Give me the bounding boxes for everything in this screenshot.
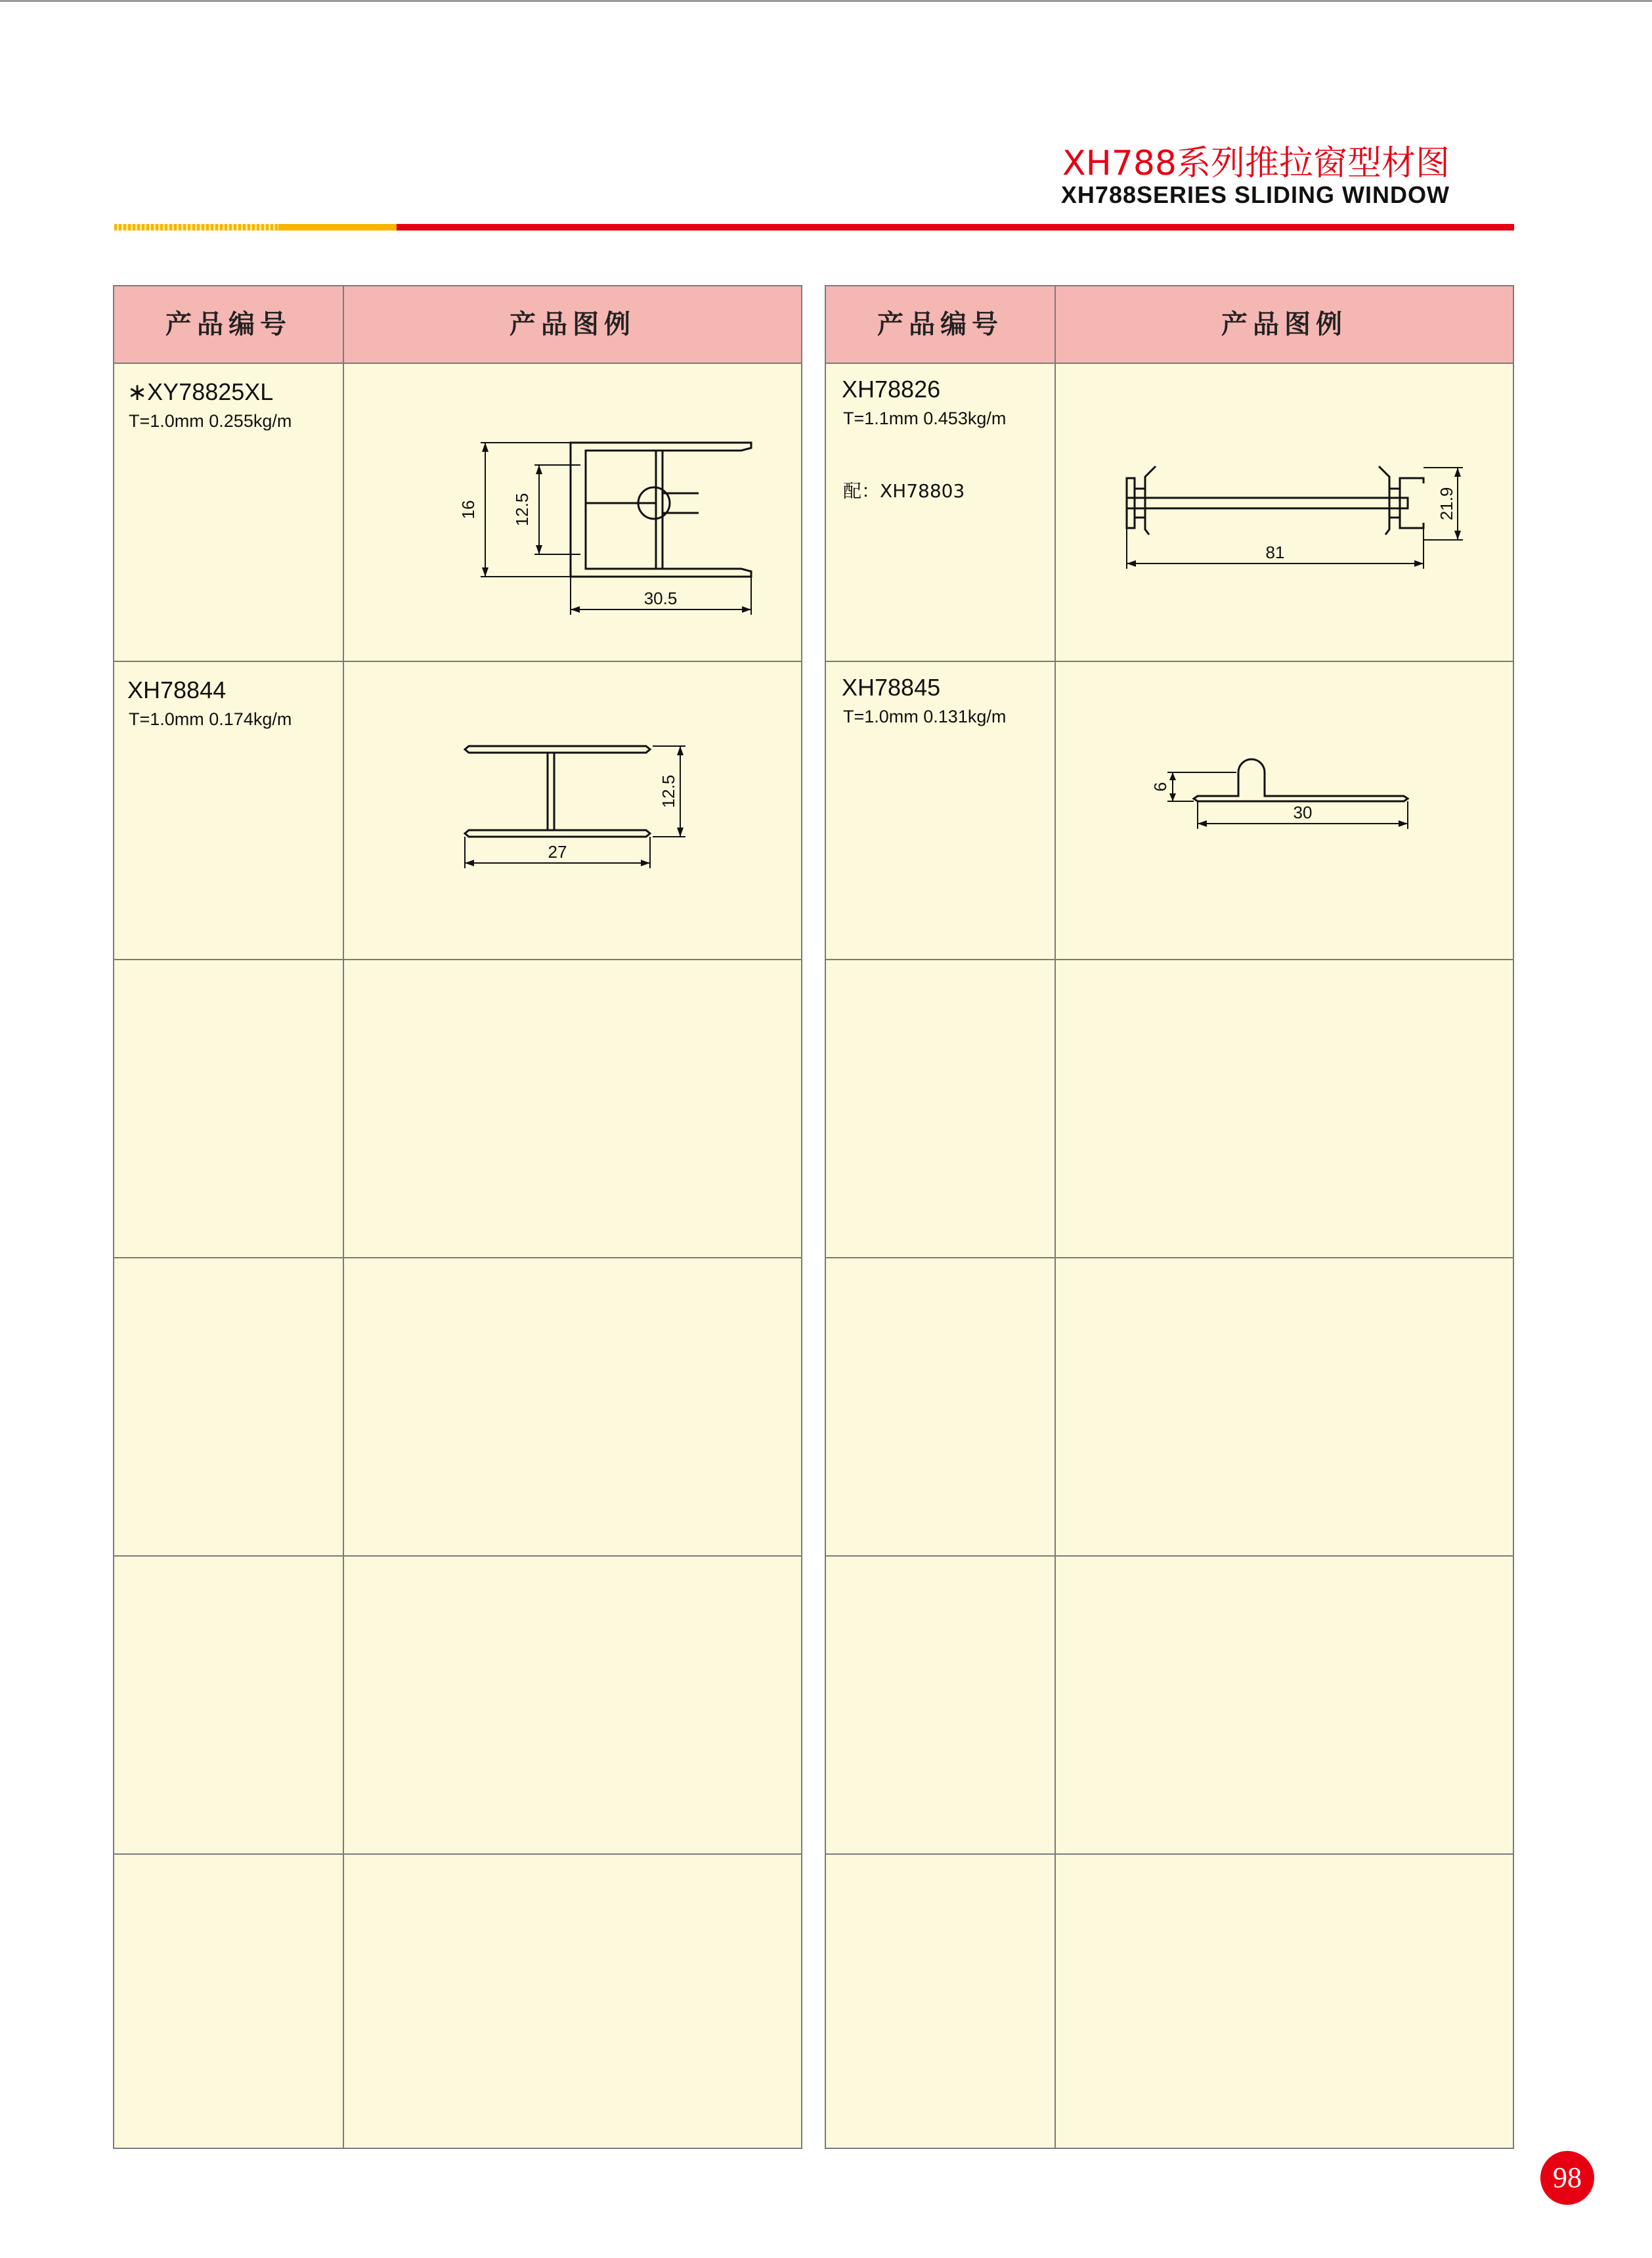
page-number: 98 [1540, 2151, 1594, 2205]
matching-profile: 配：XH78803 [843, 480, 965, 502]
row-divider [826, 1555, 1513, 1557]
product-table-left [113, 285, 802, 2149]
row-divider [826, 1257, 1513, 1258]
row-divider [826, 1853, 1513, 1855]
row-divider [114, 959, 801, 960]
dimension-label: 6 [1150, 782, 1170, 792]
profile-drawing-xh78844 [456, 740, 718, 910]
column-header-code: 产品编号 [877, 309, 1003, 340]
column-header-code: 产品编号 [165, 309, 292, 340]
page-subtitle: XH788SERIES SLIDING WINDOW [1060, 181, 1450, 208]
dimension-label: 27 [548, 842, 567, 862]
row-divider [114, 1257, 801, 1258]
dimension-label: 16 [458, 500, 478, 520]
row-divider [826, 661, 1513, 662]
dimension-label: 12.5 [659, 774, 678, 808]
column-header-figure: 产品图例 [510, 309, 636, 340]
header-divider-gold [278, 224, 397, 231]
product-code: ∗XY78825XL [127, 378, 274, 405]
column-divider [1054, 286, 1056, 2148]
profile-drawing-xh78845 [1141, 740, 1417, 871]
column-header-figure: 产品图例 [1221, 309, 1347, 340]
header-divider-red [397, 224, 1514, 231]
product-code: XH78844 [127, 676, 227, 703]
dimension-label: 21.9 [1437, 487, 1456, 521]
product-code: XH78845 [842, 674, 941, 701]
dimension-label: 12.5 [512, 493, 532, 527]
product-table-right [825, 285, 1514, 2149]
product-spec: T=1.1mm 0.453kg/m [843, 409, 1007, 428]
product-code: XH78826 [842, 376, 941, 403]
row-divider [114, 1853, 801, 1855]
profile-drawing-xy78825xl [410, 418, 738, 608]
row-divider [114, 661, 801, 662]
row-divider [114, 1555, 801, 1557]
table-header [826, 286, 1513, 364]
product-spec: T=1.0mm 0.174kg/m [129, 709, 292, 729]
top-rule [0, 0, 1652, 2]
header-divider-dotted [114, 224, 278, 231]
row-divider [826, 959, 1513, 960]
product-spec: T=1.0mm 0.255kg/m [129, 411, 292, 431]
dimension-label: 81 [1265, 542, 1285, 562]
profile-drawing-xh78826 [1108, 437, 1476, 595]
column-divider [343, 286, 344, 2148]
product-spec: T=1.0mm 0.131kg/m [843, 707, 1007, 726]
table-header [114, 286, 801, 364]
page-title: XH788系列推拉窗型材图 [1062, 144, 1450, 183]
dimension-label: 30.5 [643, 588, 678, 608]
dimension-label: 30 [1293, 803, 1313, 822]
